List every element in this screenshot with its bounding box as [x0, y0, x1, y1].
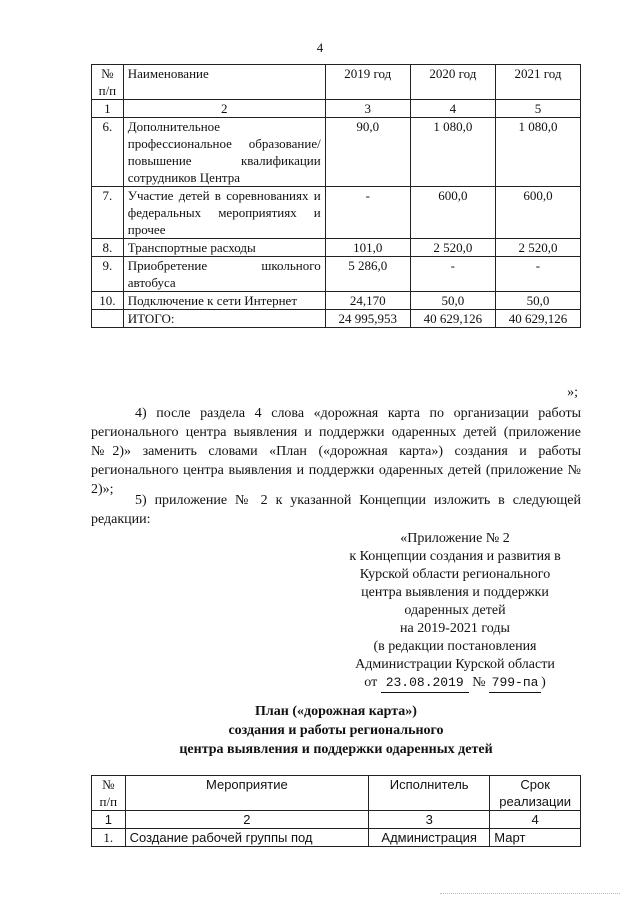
- appendix-line: одаренных детей: [404, 603, 506, 618]
- resolution-number: 799-па: [489, 674, 541, 693]
- plan-title-line: центра выявления и поддержки одаренных детей: [179, 742, 493, 757]
- plan-header-number: № п/п: [92, 776, 126, 811]
- row-value-2021: 2 520,0: [495, 239, 580, 257]
- index-cell: 1: [92, 100, 124, 118]
- appendix-line: «Приложение № 2: [400, 531, 510, 546]
- header-cell-2019: 2019 год: [325, 65, 410, 100]
- index-cell: 1: [92, 811, 126, 829]
- plan-header-activity: Мероприятие: [125, 776, 368, 811]
- appendix-line: Курской области регионального: [359, 567, 551, 582]
- index-cell: 3: [325, 100, 410, 118]
- table-row: [92, 239, 581, 257]
- date-prefix: от: [364, 675, 378, 690]
- appendix-date-line: [330, 674, 580, 693]
- table-index-row: [92, 100, 581, 118]
- header-cell-number: № п/п: [92, 65, 124, 100]
- row-number: 9.: [92, 257, 124, 292]
- plan-header-term: Срок реализации: [490, 776, 581, 811]
- index-cell: 2: [125, 811, 368, 829]
- total-2020: 40 629,126: [410, 310, 495, 328]
- plan-index-row: [92, 811, 581, 829]
- appendix-line: центра выявления и поддержки: [361, 585, 549, 600]
- total-2021: 40 629,126: [495, 310, 580, 328]
- row-name: Участие детей в соревнованиях и федеральных мероприятиях и прочее: [123, 187, 325, 239]
- plan-table: [91, 775, 581, 847]
- paragraph-5: 5) приложение № 2 к указанной Концепции изложить в следующей редакции:: [91, 493, 581, 527]
- row-name: Транспортные расходы: [123, 239, 325, 257]
- header-cell-name: Наименование: [123, 65, 325, 100]
- appendix-line: на 2019-2021 годы: [400, 621, 510, 636]
- resolution-date: 23.08.2019: [381, 674, 469, 693]
- header-cell-2021: 2021 год: [495, 65, 580, 100]
- row-number: 7.: [92, 187, 124, 239]
- row-name: Подключение к сети Интернет: [123, 292, 325, 310]
- row-value-2021: 1 080,0: [495, 118, 580, 187]
- paragraph-4: 4) после раздела 4 слова «дорожная карта по организации работы регионального центра выявления и поддержки одаренных детей (приложение №2)» заменить словами «План («дорожная карта») создания и работы регионального центра выявления и поддержки одаренных детей (приложение № 2)»;: [91, 406, 581, 497]
- row-value-2020: 50,0: [410, 292, 495, 310]
- plan-row-activity: Создание рабочей группы под: [125, 829, 368, 847]
- row-number: 6.: [92, 118, 124, 187]
- table-row: [92, 292, 581, 310]
- index-cell: 3: [369, 811, 490, 829]
- row-value-2019: 24,170: [325, 292, 410, 310]
- plan-row-executor: Администрация: [369, 829, 490, 847]
- row-value-2020: 600,0: [410, 187, 495, 239]
- plan-header-row: [92, 776, 581, 811]
- table-row: [92, 187, 581, 239]
- row-value-2019: 5 286,0: [325, 257, 410, 292]
- row-value-2021: 600,0: [495, 187, 580, 239]
- appendix-line: (в редакции постановления: [373, 639, 537, 654]
- table-row: [92, 118, 581, 187]
- row-number: 10.: [92, 292, 124, 310]
- appendix-line: Администрации Курской области: [355, 657, 555, 672]
- header-cell-2020: 2020 год: [410, 65, 495, 100]
- index-cell: 4: [410, 100, 495, 118]
- table-row: [92, 829, 581, 847]
- table-header-row: [92, 65, 581, 100]
- plan-row-term: Март: [490, 829, 581, 847]
- index-cell: 5: [495, 100, 580, 118]
- index-cell: 2: [123, 100, 325, 118]
- scan-artifact: [440, 893, 620, 896]
- budget-table: [91, 64, 581, 328]
- row-value-2020: -: [410, 257, 495, 292]
- row-value-2019: -: [325, 187, 410, 239]
- row-value-2020: 2 520,0: [410, 239, 495, 257]
- table-row: [92, 257, 581, 292]
- plan-title-line: создания и работы регионального: [228, 723, 444, 738]
- plan-title-line: План («дорожная карта»): [255, 704, 417, 719]
- row-value-2021: 50,0: [495, 292, 580, 310]
- row-value-2020: 1 080,0: [410, 118, 495, 187]
- total-label: ИТОГО:: [123, 310, 325, 328]
- row-name: Дополнительное профессиональное образование/повышение квалификации сотрудников Центра: [123, 118, 325, 187]
- page-number: 4: [316, 40, 324, 55]
- row-value-2019: 90,0: [325, 118, 410, 187]
- appendix-header: [330, 530, 580, 693]
- row-name: Приобретение школьного автобуса: [123, 257, 325, 292]
- row-value-2021: -: [495, 257, 580, 292]
- row-number: 8.: [92, 239, 124, 257]
- total-2019: 24 995,953: [325, 310, 410, 328]
- table-total-row: [92, 310, 581, 328]
- appendix-line: к Концепции создания и развития в: [349, 549, 561, 564]
- row-value-2019: 101,0: [325, 239, 410, 257]
- plan-title: [91, 702, 581, 759]
- closing-paren: ): [541, 675, 546, 690]
- total-empty-cell: [92, 310, 124, 328]
- plan-header-executor: Исполнитель: [369, 776, 490, 811]
- plan-row-number: 1.: [92, 829, 126, 847]
- closing-quote-mark: »;: [567, 385, 578, 400]
- number-prefix: №: [472, 675, 486, 690]
- index-cell: 4: [490, 811, 581, 829]
